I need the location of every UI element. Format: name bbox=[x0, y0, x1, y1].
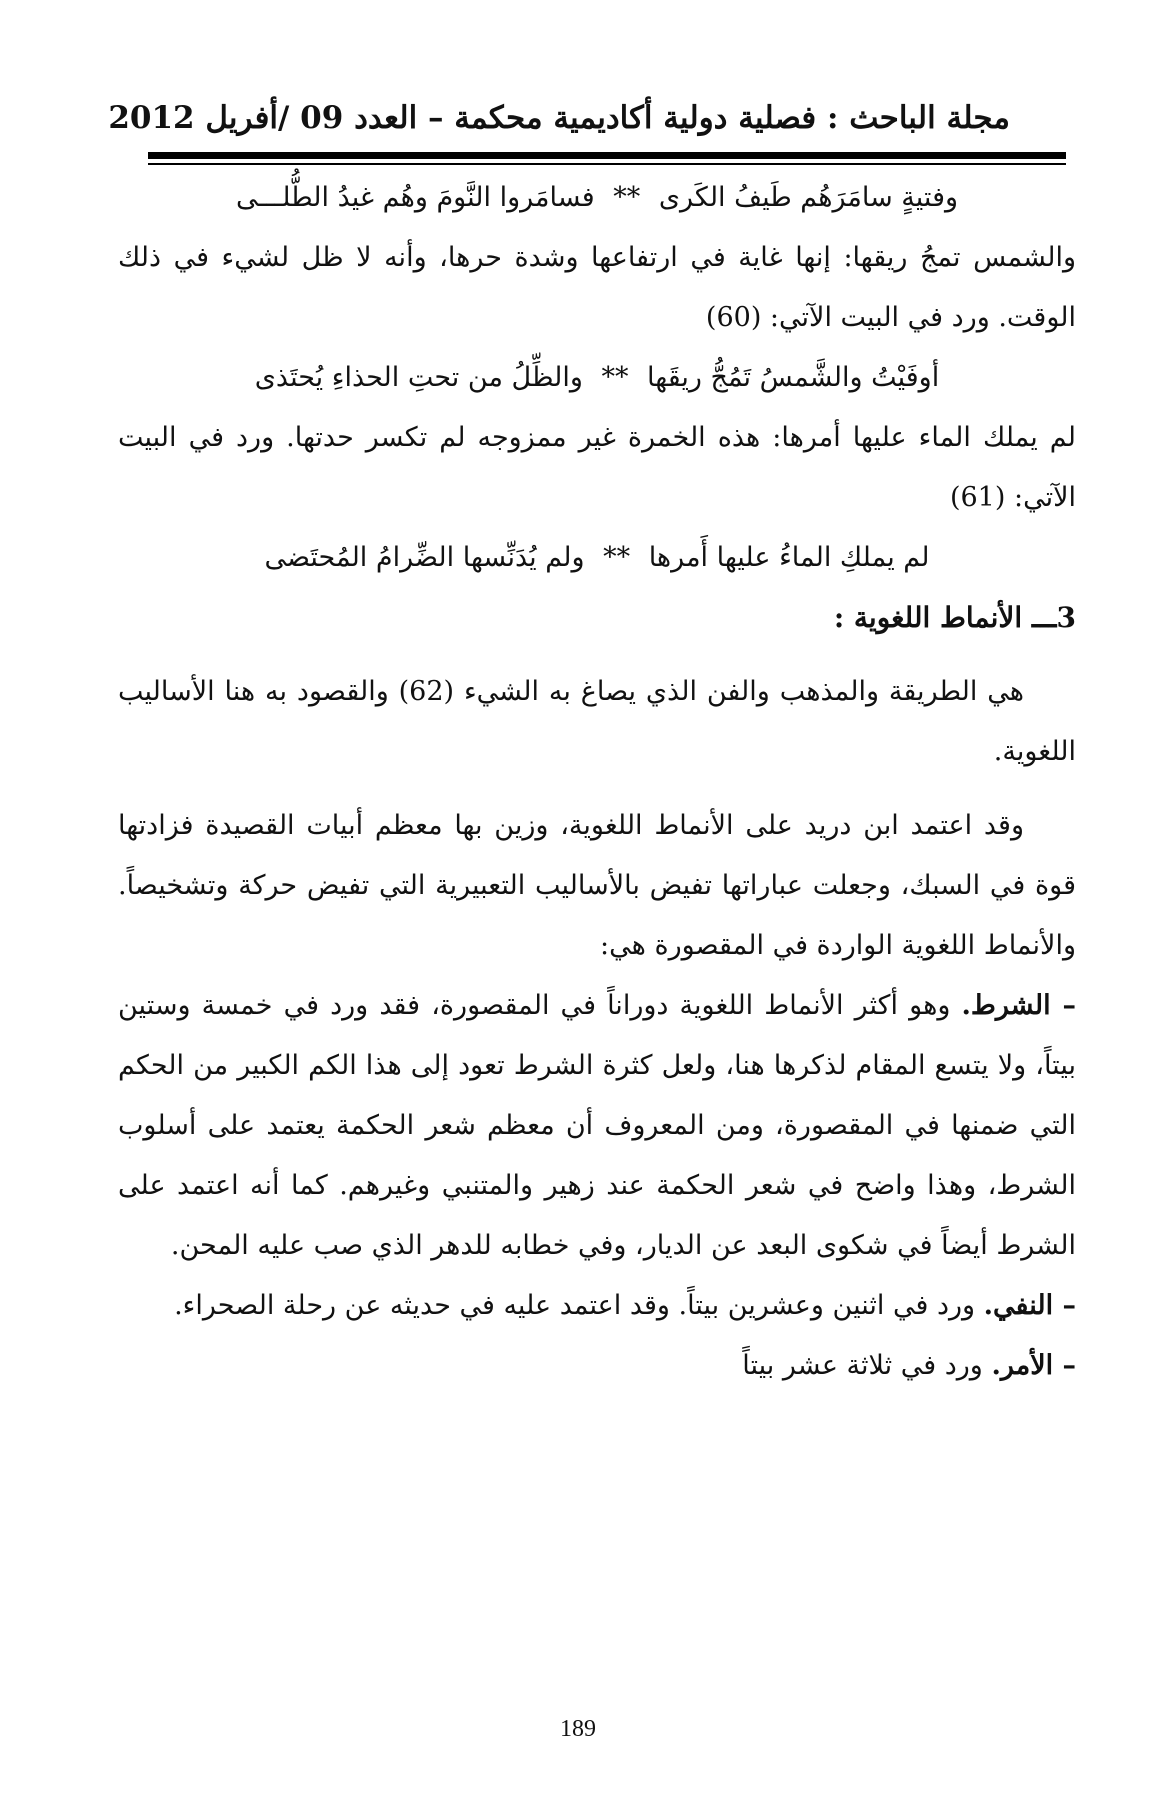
verse-1-first-hemistich: وفتيةٍ سامَرَهُم طَيفُ الكَرى bbox=[658, 182, 959, 213]
list-item-imperative-term: – الأمر. bbox=[991, 1350, 1076, 1381]
verse-line-1 bbox=[118, 168, 1076, 228]
list-item-imperative-text: ورد في ثلاثة عشر بيتاً bbox=[742, 1350, 983, 1381]
section-heading: 3ـــ الأنماط اللغوية : bbox=[833, 601, 1076, 634]
verse-2-separator: ** bbox=[601, 362, 629, 393]
spacer bbox=[118, 782, 1076, 796]
header-rule-thick bbox=[148, 152, 1066, 159]
paragraph-sun-explanation: والشمس تمجُ ريقها: إنها غاية في ارتفاعها وشدة حرها، وأنه لا ظل لشيء في ذلك الوقت. ورد في البيت الآتي: (60) bbox=[118, 242, 1076, 333]
paragraph-definition: هي الطريقة والمذهب والفن الذي يصاغ به الشيء (62) والقصود به هنا الأساليب اللغوية. bbox=[118, 676, 1076, 767]
page-number: 189 bbox=[560, 1716, 596, 1742]
verse-2-first-hemistich: أوفَيْتُ والشَّمسُ تَمُجُّ ريقَها bbox=[647, 362, 940, 393]
list-item-condition bbox=[118, 976, 1076, 1276]
list-item-negation bbox=[118, 1276, 1076, 1336]
article-body bbox=[118, 168, 1076, 1396]
paragraph-water-explanation: لم يملك الماء عليها أمرها: هذه الخمرة غير ممزوجه لم تكسر حدتها. ورد في البيت الآتي: (61) bbox=[118, 422, 1076, 513]
list-item-condition-term: – الشرط. bbox=[961, 990, 1076, 1021]
verse-line-3 bbox=[118, 528, 1076, 588]
list-item-negation-term: – النفي. bbox=[983, 1290, 1076, 1321]
verse-3-first-hemistich: لم يملكِ الماءُ عليها أَمرها bbox=[648, 542, 930, 573]
verse-3-separator: ** bbox=[603, 542, 631, 573]
verse-1-separator: ** bbox=[613, 182, 641, 213]
header-rule-thin bbox=[148, 163, 1066, 165]
paragraph-ibn-duraid: وقد اعتمد ابن دريد على الأنماط اللغوية، وزين بها معظم أبيات القصيدة فزادتها قوة في السبك، وجعلت عباراتها تفيض بالأساليب التعبيرية التي تفيض حركة وتشخيصاً. والأنماط اللغوية الواردة في المقصورة هي: bbox=[118, 810, 1076, 961]
list-item-imperative bbox=[118, 1336, 1076, 1396]
running-header: مجلة الباحث : فصلية دولية أكاديمية محكمة – العدد 09 /أفريل 2012 bbox=[108, 100, 1010, 136]
verse-1-second-hemistich: فسامَروا النَّومَ وهُم غيدُ الطُّلـــى bbox=[235, 182, 595, 213]
verse-2-second-hemistich: والظِّلُ من تحتِ الحذاءِ يُحتَذى bbox=[254, 362, 583, 393]
spacer bbox=[118, 648, 1076, 662]
verse-3-second-hemistich: ولم يُدَنِّسها الضِّرامُ المُحتَضى bbox=[264, 542, 585, 573]
list-item-negation-text: ورد في اثنين وعشرين بيتاً. وقد اعتمد عليه في حديثه عن رحلة الصحراء. bbox=[174, 1290, 976, 1321]
list-item-condition-text: وهو أكثر الأنماط اللغوية دوراناً في المقصورة، فقد ورد في خمسة وستين بيتاً، ولا يتسع المقام لذكرها هنا، ولعل كثرة الشرط تعود إلى هذا الكم الكبير من الحكم التي ضمنها في المقصورة، ومن المعروف أن معظم شعر الحكمة يعتمد على أسلوب الشرط، وهذا واضح في شعر الحكمة عند زهير والمتنبي وغيرهم. كما أنه اعتمد على الشرط أيضاً في شكوى البعد عن الديار، وفي خطابه للدهر الذي صب عليه المحن. bbox=[118, 990, 1076, 1261]
verse-line-2 bbox=[118, 348, 1076, 408]
